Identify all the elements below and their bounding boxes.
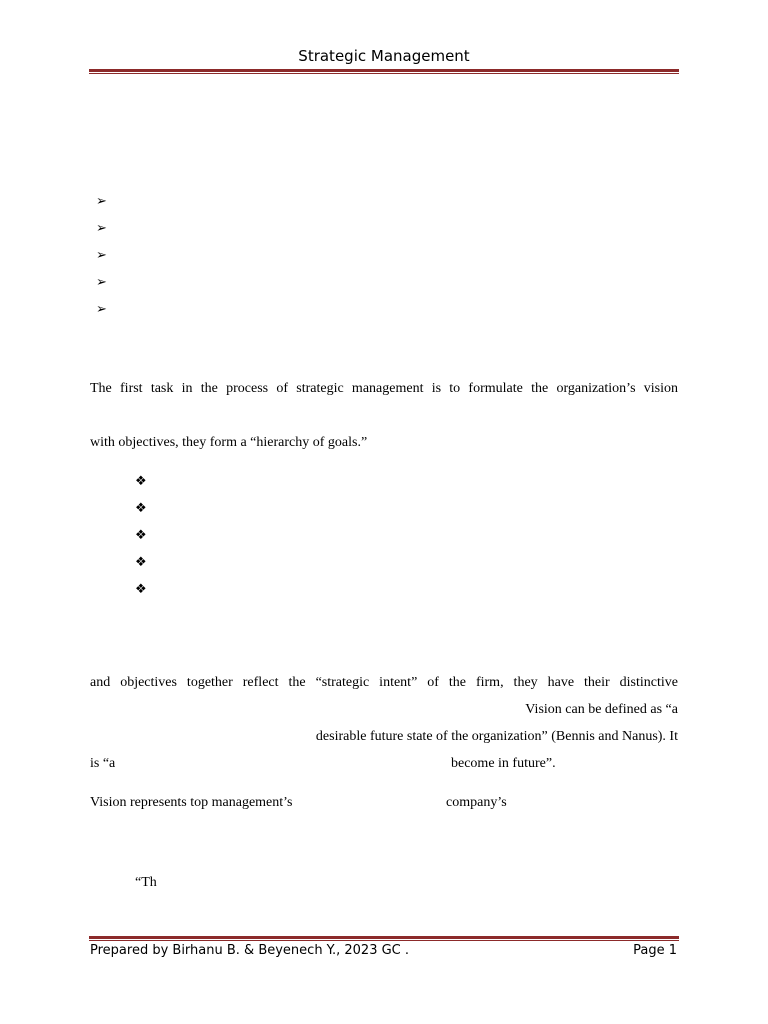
footer-divider (89, 936, 679, 941)
footer-credit: Prepared by Birhanu B. & Beyenech Y., 2023 GC . (90, 943, 410, 958)
diamond-bullet-icon: ❖ (135, 474, 147, 489)
arrow-bullet-icon: ➢ (96, 194, 107, 209)
paragraph-line: Vision represents top management’s (90, 795, 293, 810)
paragraph-line: become in future”. (451, 756, 556, 771)
diamond-bullet-icon: ❖ (135, 582, 147, 597)
diamond-bullet-icon: ❖ (135, 555, 147, 570)
paragraph-line: company’s (446, 795, 507, 810)
page-number: Page 1 (633, 943, 677, 958)
header-divider (89, 69, 679, 74)
diamond-bullet-icon: ❖ (135, 528, 147, 543)
page-header-title: Strategic Management (298, 47, 470, 65)
paragraph-line: Vision can be defined as “a (525, 702, 678, 717)
paragraph-line: with objectives, they form a “hierarchy of goals.” (90, 435, 368, 450)
paragraph-line: and objectives together reflect the “strategic intent” of the firm, they have their distinctive (90, 675, 678, 690)
paragraph-line: desirable future state of the organization” (Bennis and Nanus). It (315, 729, 678, 744)
diamond-bullet-icon: ❖ (135, 501, 147, 516)
paragraph-line: is “a (90, 756, 116, 771)
arrow-bullet-icon: ➢ (96, 248, 107, 263)
arrow-bullet-icon: ➢ (96, 302, 107, 317)
paragraph-line: The first task in the process of strategic management is to formulate the organization’s vision (90, 381, 678, 396)
arrow-bullet-icon: ➢ (96, 275, 107, 290)
arrow-bullet-icon: ➢ (96, 221, 107, 236)
quote-start: “Th (135, 875, 157, 890)
